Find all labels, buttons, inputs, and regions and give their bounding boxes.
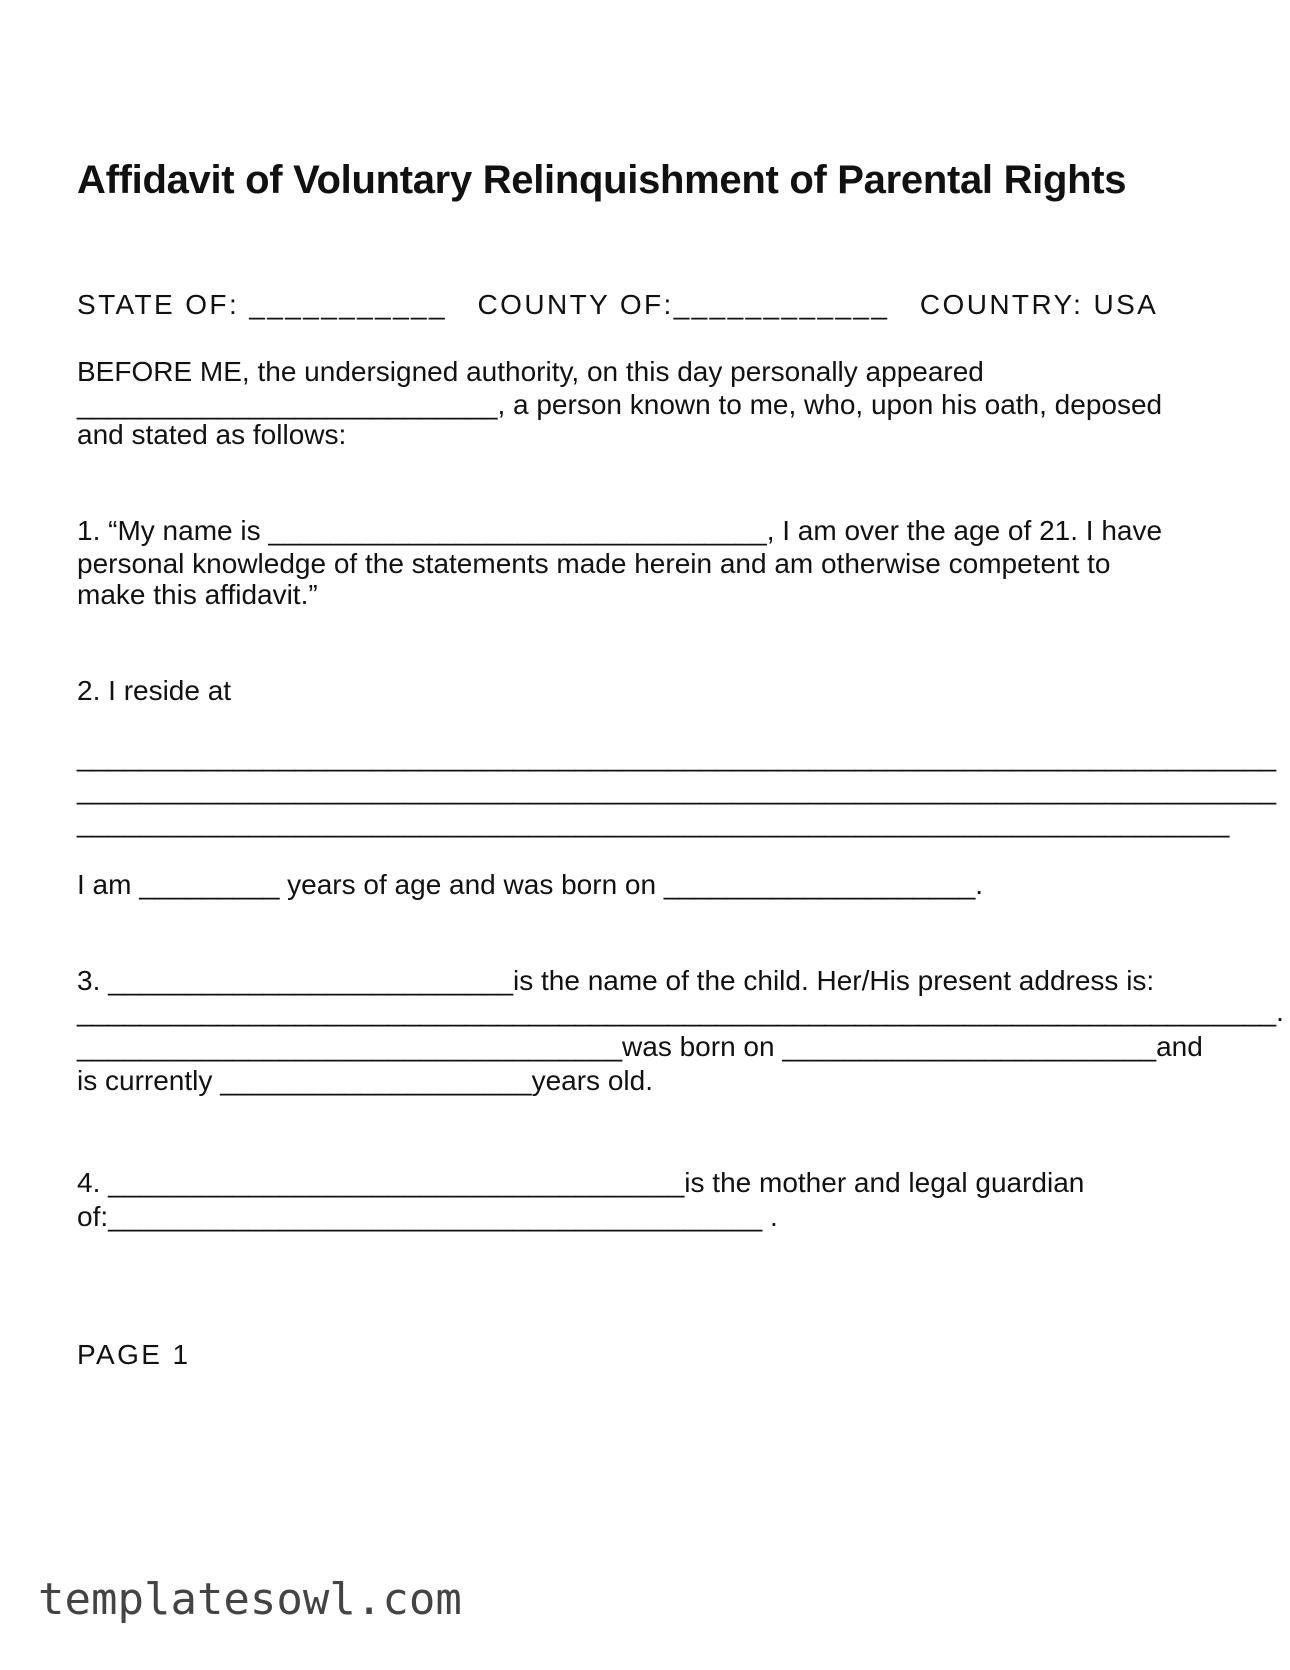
document-title: Affidavit of Voluntary Relinquishment of Parental Rights	[77, 158, 1127, 202]
paragraph-3-line-2: _____________________________________________________________________________.	[77, 996, 1284, 1027]
paragraph-4-line-2: of:__________________________________________ .	[77, 1201, 778, 1232]
page-number: PAGE 1	[77, 1339, 191, 1370]
paragraph-1-line-2: personal knowledge of the statements made herein and am otherwise competent to	[77, 548, 1111, 579]
intro-line-2: ___________________________, a person known to me, who, upon his oath, deposed	[77, 389, 1163, 420]
intro-line-3: and stated as follows:	[77, 419, 347, 450]
intro-line-1: BEFORE ME, the undersigned authority, on this day personally appeared	[77, 356, 984, 387]
paragraph-3-line-1: 3. __________________________is the name of the child. Her/His present address is:	[77, 965, 1155, 996]
watermark: templatesowl.com	[38, 1574, 462, 1625]
address-blank-1: _____________________________________________________________________________	[77, 741, 1277, 772]
paragraph-4-line-1: 4. _____________________________________is the mother and legal guardian	[77, 1167, 1085, 1198]
age-line: I am _________ years of age and was born on ____________________.	[77, 869, 984, 900]
jurisdiction-line: STATE OF: ___________ COUNTY OF:____________ COUNTRY: USA	[77, 289, 1159, 320]
paragraph-1-line-3: make this affidavit.”	[77, 579, 318, 610]
paragraph-2-line-1: 2. I reside at	[77, 675, 232, 706]
paragraph-3-line-3: ___________________________________was born on ________________________and	[77, 1031, 1203, 1062]
address-blank-2: _____________________________________________________________________________	[77, 774, 1277, 805]
address-blank-3: __________________________________________________________________________	[77, 807, 1230, 838]
paragraph-3-line-4: is currently ____________________years old.	[77, 1065, 653, 1096]
paragraph-1-line-1: 1. “My name is ________________________________, I am over the age of 21. I have	[77, 515, 1163, 546]
